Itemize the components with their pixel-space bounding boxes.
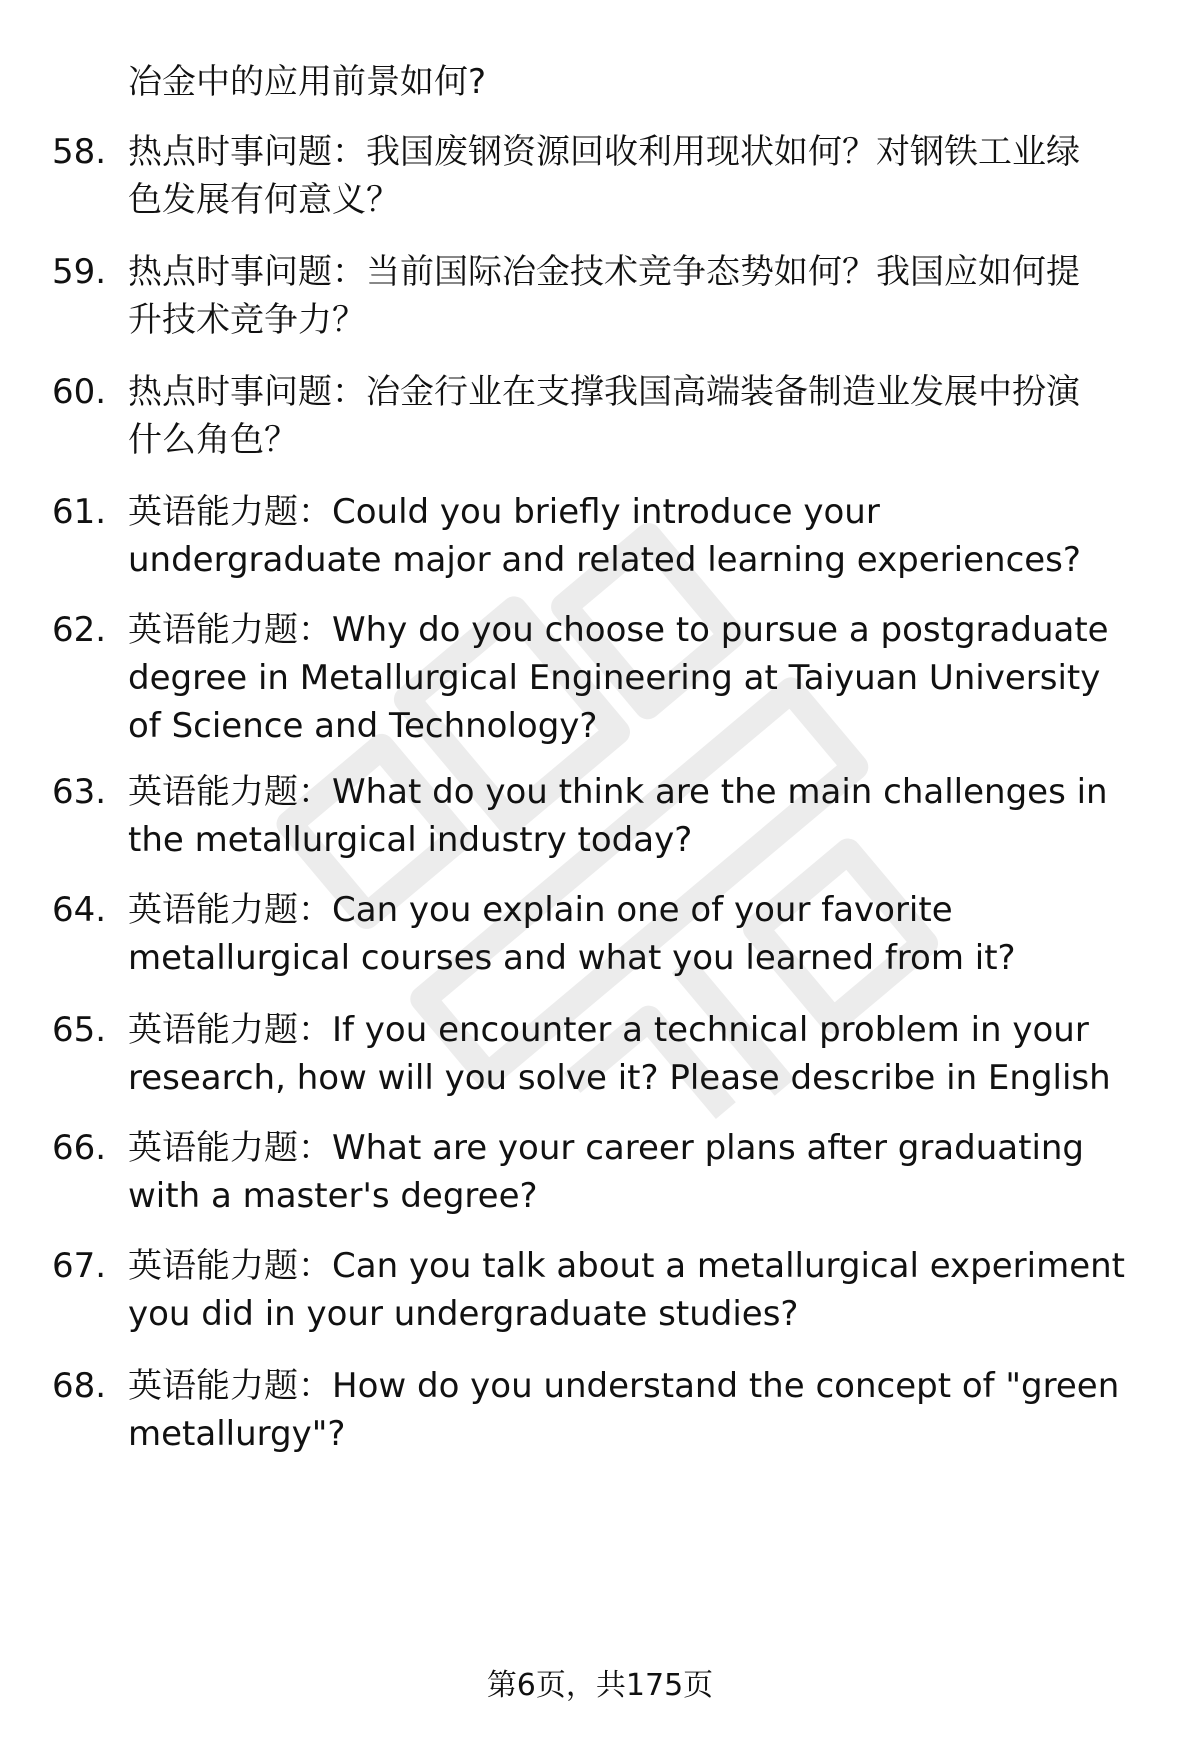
continued-question-text: 冶金中的应用前景如何? [128,62,487,102]
question-text-line: 英语能力题：Could you briefly introduce your [128,492,880,532]
question-number: 62. [52,610,107,650]
question-text [128,768,1148,864]
question-text [128,1242,1148,1338]
question-text [128,1006,1148,1102]
question-text-line: 英语能力题：What are your career plans after graduating [128,1128,1085,1168]
question-text-line: undergraduate major and related learning experiences? [128,540,1081,580]
question-number: 58. [52,132,107,172]
question-number: 64. [52,890,107,930]
question-text [128,1124,1148,1220]
question-text-line: 热点时事问题：我国废钢资源回收利用现状如何？对钢铁工业绿 [128,132,1080,172]
question-text-line: 热点时事问题：冶金行业在支撑我国高端装备制造业发展中扮演 [128,372,1080,412]
question-text [128,128,1148,224]
question-text-line: research, how will you solve it? Please describe in English [128,1058,1111,1098]
question-text-line: 色发展有何意义？ [128,180,400,220]
question-number: 63. [52,772,107,812]
question-text [128,606,1148,750]
page-number-footer: 第6页，共175页 [486,1668,714,1703]
question-text-line: 英语能力题：Why do you choose to pursue a postgraduate [128,610,1109,650]
question-text-line: 升技术竞争力？ [128,300,366,340]
question-text [128,488,1148,584]
question-text-line: of Science and Technology? [128,706,598,746]
question-text-line: metallurgy"? [128,1414,346,1454]
question-text-line: you did in your undergraduate studies? [128,1294,799,1334]
question-text-line: 热点时事问题：当前国际冶金技术竞争态势如何？我国应如何提 [128,252,1080,292]
question-text-line: with a master's degree? [128,1176,538,1216]
question-number: 61. [52,492,107,532]
question-text [128,1362,1148,1458]
question-number: 66. [52,1128,107,1168]
question-text [128,248,1148,344]
question-text-line: 英语能力题：Can you explain one of your favorite [128,890,953,930]
question-text-line: the metallurgical industry today? [128,820,693,860]
question-text-line: 英语能力题：If you encounter a technical problem in your [128,1010,1089,1050]
question-number: 59. [52,252,107,292]
question-number: 68. [52,1366,107,1406]
question-text-line: 英语能力题：Can you talk about a metallurgical experiment [128,1246,1125,1286]
question-text-line: metallurgical courses and what you learned from it? [128,938,1016,978]
question-text [128,368,1148,464]
question-text-line: 英语能力题：What do you think are the main challenges in [128,772,1108,812]
question-number: 65. [52,1010,107,1050]
question-text-line: 什么角色？ [128,420,298,460]
question-number: 60. [52,372,107,412]
question-number: 67. [52,1246,107,1286]
question-text [128,886,1148,982]
question-text-line: degree in Metallurgical Engineering at Taiyuan University [128,658,1101,698]
question-text-line: 英语能力题：How do you understand the concept of "green [128,1366,1120,1406]
